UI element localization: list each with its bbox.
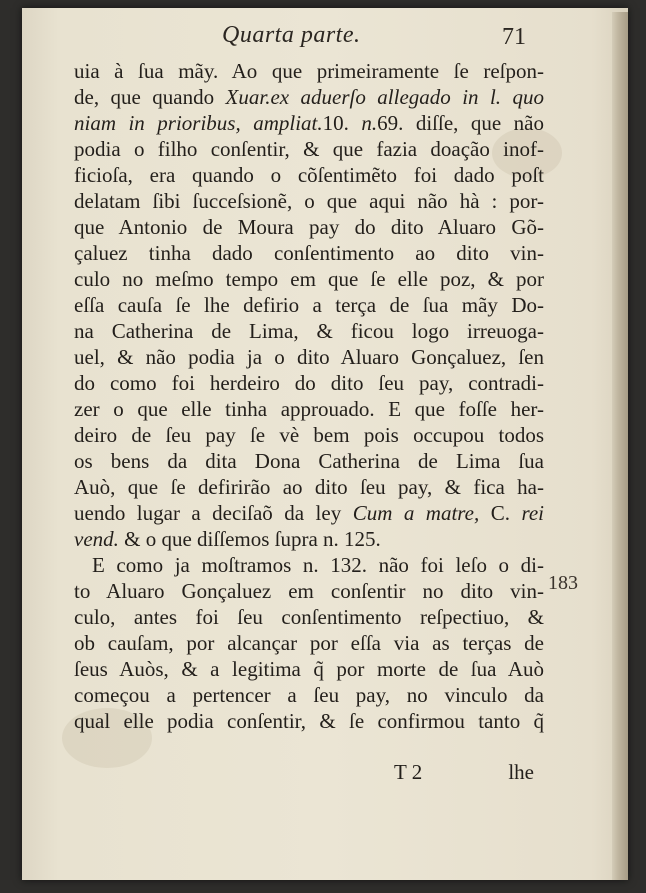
text-segment: culo, antes foi ſeu conſentimento reſpectiuo, & [74,605,544,629]
text-segment: podia o filho conſentir, & que fazia doação inof- [74,137,544,161]
margin-note: 183 [548,572,578,594]
italic-citation: rei [521,501,544,525]
text-line [74,396,544,422]
text-line [74,344,544,370]
italic-citation: n. [361,111,378,135]
italic-citation: niam in prioribus, ampliat. [74,111,323,135]
body-text [74,58,544,734]
text-line [74,526,544,552]
text-line [74,552,544,578]
running-title: Quarta parte. [222,22,361,48]
text-segment: qual elle podia conſentir, & ſe confirmou tanto q̃ [74,709,544,733]
text-segment: uendo lugar a deciſaõ da ley [74,501,353,525]
text-line [74,136,544,162]
text-line [74,110,544,136]
text-segment: uia à ſua mãy. Ao que primeiramente ſe reſpon- [74,59,544,83]
text-line [74,578,544,604]
text-segment: Auò, que ſe defirirão ao dito ſeu pay, & fica ha- [74,475,544,499]
text-segment: que Antonio de Moura pay do dito Aluaro Gõ- [74,215,544,239]
text-segment: começou a pertencer a ſeu pay, no vinculo da [74,683,544,707]
page-footer [74,760,544,786]
text-line [74,162,544,188]
page-header [0,16,646,56]
text-segment: uel, & não podia ja o dito Aluaro Gonçaluez, ſen [74,345,544,369]
italic-citation: vend. [74,527,119,551]
text-segment: & o que diſſemos ſupra n. 125. [118,527,381,551]
text-line [74,500,544,526]
text-line [74,188,544,214]
text-segment: 10. [322,111,362,135]
text-line [74,84,544,110]
folio-number: 71 [502,24,526,50]
text-line [74,58,544,84]
text-segment: to Aluaro Gonçaluez em conſentir no dito vin- [74,579,544,603]
italic-citation: Cum a matre, [352,501,480,525]
text-line [74,422,544,448]
text-segment: eſſa cauſa ſe lhe defirio a terça de ſua mãy Do- [74,293,544,317]
text-line [74,266,544,292]
catchword: lhe [508,760,534,784]
italic-citation: Xuar.ex aduerſo allegado in l. quo [225,85,544,109]
text-line [74,214,544,240]
text-segment: zer o que elle tinha approuado. E que foſſe her- [74,397,544,421]
signature-mark: T 2 [394,760,423,784]
text-segment: na Catherina de Lima, & ficou logo irreuoga- [74,319,544,343]
text-segment: ſeus Auòs, & a legitima q̃ por morte de ſua Auò [74,657,544,681]
text-line [74,474,544,500]
text-segment: 69. diſſe, que não [377,111,545,135]
text-segment: ficioſa, era quando o cõſentimẽto foi dado poſt [74,163,544,187]
text-segment: delatam ſibi ſucceſsionẽ, o que aqui não hà : por- [74,189,544,213]
text-segment: deiro de ſeu pay ſe vè bem pois occupou todos [74,423,544,447]
text-line [74,708,544,734]
text-line [74,318,544,344]
text-line [74,604,544,630]
text-segment: E como ja moſtramos n. 132. não foi leſo o di- [92,553,544,577]
text-segment: do como foi herdeiro do dito ſeu pay, contradi- [74,371,544,395]
text-segment: çaluez tinha dado conſentimento ao dito vin- [74,241,544,265]
text-line [74,656,544,682]
text-segment: os bens da dita Dona Catherina de Lima ſua [74,449,544,473]
text-segment: de, que quando [74,85,226,109]
text-line [74,370,544,396]
text-segment: culo no meſmo tempo em que ſe elle poz, & por [74,267,544,291]
text-segment: ob cauſam, por alcançar por eſſa via as terças de [74,631,544,655]
text-segment: C. [479,501,522,525]
text-line [74,448,544,474]
text-line [74,240,544,266]
text-line [74,292,544,318]
page-edge [612,12,628,880]
text-line [74,630,544,656]
text-line [74,682,544,708]
